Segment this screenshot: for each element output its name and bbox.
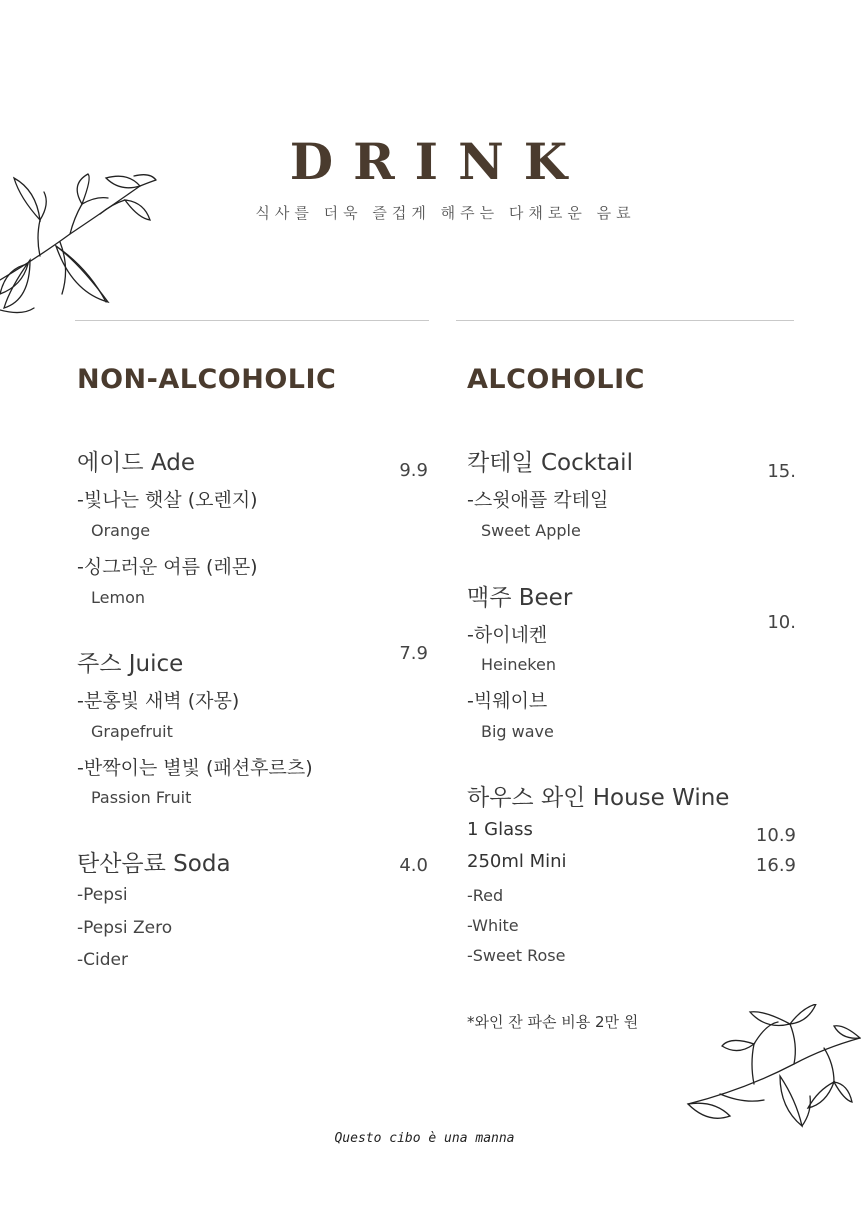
category-juice: 주스 Juice (77, 651, 184, 677)
menu-item-english: Sweet Apple (481, 521, 581, 540)
divider-left (75, 320, 429, 321)
price-beer: 10. (767, 612, 796, 633)
page-subtitle: 식사를 더욱 즐겁게 해주는 다채로운 음료 (255, 204, 636, 222)
wine-option-price: 16.9 (755, 855, 796, 876)
category-house-wine: 하우스 와인 House Wine (467, 785, 730, 811)
menu-item: -Red (467, 886, 504, 905)
price-juice: 7.9 (399, 643, 428, 664)
menu-item: -Pepsi (77, 885, 128, 905)
menu-item-english: Passion Fruit (91, 788, 192, 807)
menu-item-english: Heineken (481, 655, 556, 674)
menu-item-english: Big wave (481, 722, 554, 741)
category-soda: 탄산음료 Soda (77, 851, 231, 877)
menu-item: -White (467, 916, 519, 935)
divider-right (456, 320, 794, 321)
category-cocktail: 칵테일 Cocktail (467, 450, 633, 476)
menu-item: -반짝이는 별빛 (패션후르츠) (77, 757, 313, 779)
wine-option-label: 1 Glass (467, 819, 533, 840)
footer-tagline: Questo cibo è una manna (334, 1131, 515, 1146)
leaf-branch-icon (684, 1004, 861, 1132)
wine-option-price: 10.9 (755, 825, 796, 846)
menu-item: -Cider (77, 950, 128, 970)
menu-item: -싱그러운 여름 (레몬) (77, 556, 258, 578)
menu-item-english: Orange (91, 521, 151, 540)
menu-item: -빛나는 햇살 (오렌지) (77, 489, 258, 511)
menu-item: -빅웨이브 (467, 690, 548, 712)
menu-item: -스윗애플 칵테일 (467, 489, 609, 511)
category-beer: 맥주 Beer (467, 585, 573, 611)
category-ade: 에이드 Ade (77, 450, 196, 476)
menu-item: -하이네켄 (467, 624, 548, 646)
page-title: DRINK (289, 132, 588, 191)
price-ade: 9.9 (399, 460, 428, 481)
price-soda: 4.0 (399, 855, 428, 876)
menu-item-english: Lemon (91, 588, 145, 607)
section-title-non-alcoholic: NON-ALCOHOLIC (77, 364, 337, 395)
menu-item-english: Grapefruit (91, 722, 173, 741)
price-cocktail: 15. (767, 461, 796, 482)
menu-item: -Pepsi Zero (77, 918, 173, 938)
wine-option-label: 250ml Mini (467, 851, 567, 872)
wine-glass-note: *와인 잔 파손 비용 2만 원 (467, 1013, 639, 1031)
menu-item: -Sweet Rose (467, 946, 566, 965)
section-title-alcoholic: ALCOHOLIC (467, 364, 645, 395)
menu-item: -분홍빛 새벽 (자몽) (77, 690, 240, 712)
